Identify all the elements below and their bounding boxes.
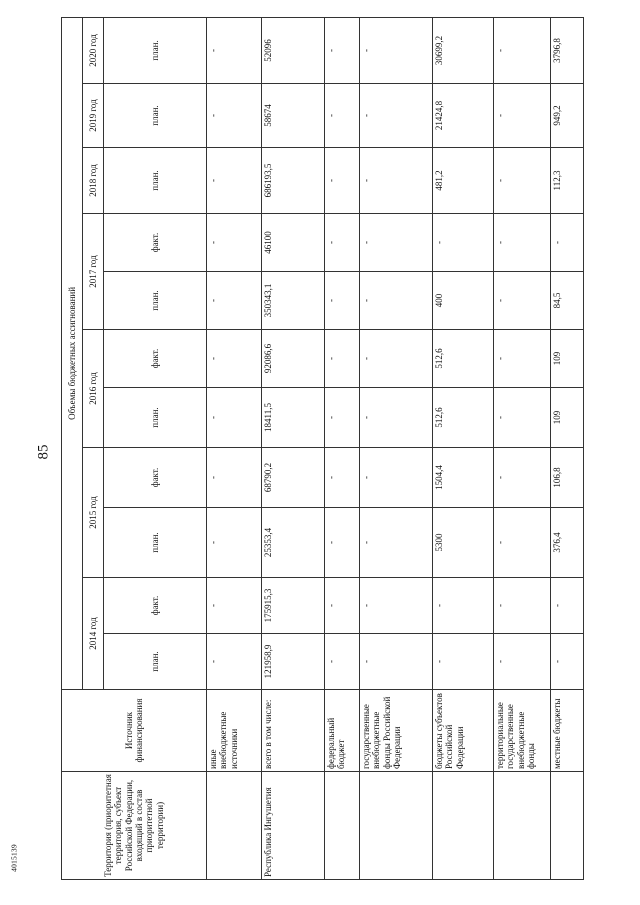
- header-plan: план.: [104, 634, 207, 690]
- cell-value: -: [207, 634, 262, 690]
- cell-value: -: [494, 634, 551, 690]
- cell-value: 686193,5: [262, 148, 325, 214]
- cell-territory: Республика Ингушетия: [262, 772, 325, 880]
- cell-value: 46100: [262, 214, 325, 272]
- cell-value: 350343,1: [262, 272, 325, 330]
- cell-value: 3796,8: [551, 17, 584, 83]
- rotated-table-container: [61, 18, 621, 880]
- header-plan: план.: [104, 388, 207, 448]
- header-source: Источник финансирования: [62, 690, 207, 772]
- cell-value: 5300: [433, 508, 494, 578]
- header-fact: факт.: [104, 448, 207, 508]
- header-year-2014: 2014 год: [83, 578, 104, 690]
- cell-value: -: [325, 578, 360, 634]
- cell-value: -: [360, 148, 433, 214]
- cell-value: -: [494, 84, 551, 148]
- header-fact: факт.: [104, 578, 207, 634]
- cell-value: -: [325, 17, 360, 83]
- cell-value: 58674: [262, 84, 325, 148]
- cell-value: 52096: [262, 17, 325, 83]
- header-territory: Территория (приоритетная территория, субъект Российской Федерации, входящий в состав приоритетной территории): [62, 772, 207, 880]
- cell-value: -: [360, 84, 433, 148]
- cell-value: 109: [551, 388, 584, 448]
- cell-value: 30699,2: [433, 17, 494, 83]
- cell-value: -: [360, 330, 433, 388]
- cell-value: -: [433, 214, 494, 272]
- cell-value: -: [207, 578, 262, 634]
- cell-value: 25353,4: [262, 508, 325, 578]
- cell-value: -: [360, 272, 433, 330]
- cell-value: -: [207, 330, 262, 388]
- cell-value: -: [325, 84, 360, 148]
- cell-value: 21424,8: [433, 84, 494, 148]
- cell-value: 92086,6: [262, 330, 325, 388]
- header-plan: план.: [104, 84, 207, 148]
- cell-value: -: [494, 148, 551, 214]
- cell-value: -: [325, 330, 360, 388]
- cell-value: -: [325, 148, 360, 214]
- cell-value: -: [207, 508, 262, 578]
- cell-value: 109: [551, 330, 584, 388]
- table-row: [494, 17, 551, 879]
- table-row: [207, 17, 262, 879]
- cell-value: -: [360, 508, 433, 578]
- cell-value: -: [207, 17, 262, 83]
- cell-value: -: [494, 17, 551, 83]
- header-year-2015: 2015 год: [83, 448, 104, 578]
- cell-value: -: [360, 448, 433, 508]
- cell-territory: [551, 772, 584, 880]
- cell-value: -: [494, 272, 551, 330]
- cell-value: 376,4: [551, 508, 584, 578]
- cell-value: -: [207, 272, 262, 330]
- cell-value: 481,2: [433, 148, 494, 214]
- header-budget-volumes: Объемы бюджетных ассигнований: [62, 17, 83, 689]
- cell-value: 106,8: [551, 448, 584, 508]
- cell-value: -: [325, 214, 360, 272]
- budget-allocation-table: [61, 17, 584, 880]
- cell-value: -: [360, 214, 433, 272]
- cell-value: -: [494, 214, 551, 272]
- cell-value: -: [325, 272, 360, 330]
- cell-value: -: [325, 508, 360, 578]
- header-plan: план.: [104, 272, 207, 330]
- cell-value: -: [494, 508, 551, 578]
- cell-value: -: [433, 578, 494, 634]
- cell-value: -: [433, 634, 494, 690]
- cell-value: 18411,5: [262, 388, 325, 448]
- cell-value: 84,5: [551, 272, 584, 330]
- cell-territory: [360, 772, 433, 880]
- cell-value: -: [207, 388, 262, 448]
- cell-value: -: [207, 214, 262, 272]
- cell-source: всего в том числе:: [262, 690, 325, 772]
- cell-value: -: [494, 448, 551, 508]
- cell-value: 512,6: [433, 330, 494, 388]
- cell-value: 121958,9: [262, 634, 325, 690]
- cell-value: -: [325, 634, 360, 690]
- cell-value: 400: [433, 272, 494, 330]
- cell-source: федеральный бюджет: [325, 690, 360, 772]
- cell-value: -: [360, 388, 433, 448]
- cell-value: -: [360, 578, 433, 634]
- cell-territory: [494, 772, 551, 880]
- header-fact: факт.: [104, 214, 207, 272]
- cell-value: -: [551, 634, 584, 690]
- cell-value: 949,2: [551, 84, 584, 148]
- table-row: [360, 17, 433, 879]
- cell-source: бюджеты субъектов Российской Федерации: [433, 690, 494, 772]
- cell-value: -: [551, 578, 584, 634]
- cell-value: -: [360, 17, 433, 83]
- cell-source: иные внебюджетные источники: [207, 690, 262, 772]
- cell-territory: [207, 772, 262, 880]
- header-plan: план.: [104, 148, 207, 214]
- header-year-2016: 2016 год: [83, 330, 104, 448]
- table-row: [262, 17, 325, 879]
- cell-source: местные бюджеты: [551, 690, 584, 772]
- page-number: 85: [35, 444, 52, 460]
- cell-value: 175915,3: [262, 578, 325, 634]
- cell-value: -: [494, 330, 551, 388]
- cell-source: государственные внебюджетные фонды Российской Федерации: [360, 690, 433, 772]
- cell-territory: [433, 772, 494, 880]
- cell-source: территориальные государственные внебюджетные фонды: [494, 690, 551, 772]
- header-year-2019: 2019 год: [83, 84, 104, 148]
- cell-value: -: [551, 214, 584, 272]
- cell-value: 512,6: [433, 388, 494, 448]
- header-fact: факт.: [104, 330, 207, 388]
- header-year-2020: 2020 год: [83, 17, 104, 83]
- cell-value: -: [207, 448, 262, 508]
- cell-value: 112,3: [551, 148, 584, 214]
- document-code: 4015139: [9, 844, 19, 872]
- cell-value: -: [494, 388, 551, 448]
- header-year-2018: 2018 год: [83, 148, 104, 214]
- cell-value: -: [494, 578, 551, 634]
- cell-territory: [325, 772, 360, 880]
- cell-value: -: [207, 84, 262, 148]
- table-row: [433, 17, 494, 879]
- cell-value: 68790,2: [262, 448, 325, 508]
- cell-value: 1504,4: [433, 448, 494, 508]
- header-plan: план.: [104, 508, 207, 578]
- header-year-2017: 2017 год: [83, 214, 104, 330]
- cell-value: -: [325, 448, 360, 508]
- header-plan: план.: [104, 17, 207, 83]
- table-row: [325, 17, 360, 879]
- table-row: [551, 17, 584, 879]
- cell-value: -: [360, 634, 433, 690]
- cell-value: -: [325, 388, 360, 448]
- cell-value: -: [207, 148, 262, 214]
